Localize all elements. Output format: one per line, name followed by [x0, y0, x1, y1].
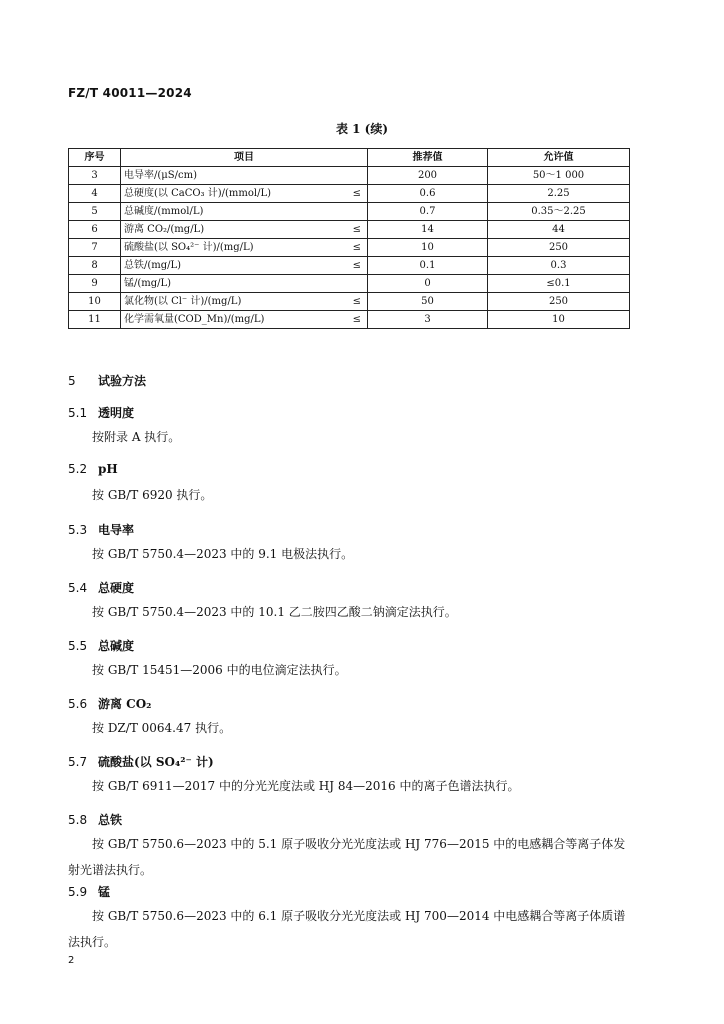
section-heading — [68, 579, 134, 596]
section-body: 按 GB/T 15451—2006 中的电位滴定法执行。 — [92, 663, 347, 677]
col-header-item: 项目 — [121, 149, 368, 167]
section-title-text: 试验方法 — [98, 374, 147, 388]
cell-no: 3 — [69, 167, 121, 185]
page-number: 2 — [68, 955, 75, 966]
cell-no: 11 — [69, 311, 121, 329]
section-number: 5.8 — [68, 813, 88, 827]
section-number: 5.7 — [68, 755, 88, 769]
section-number: 5.9 — [68, 885, 88, 899]
cell-allowed: 10 — [488, 311, 630, 329]
cell-no: 8 — [69, 257, 121, 275]
cell-recommended: 10 — [368, 239, 488, 257]
section-body: 按附录 A 执行。 — [92, 430, 181, 444]
cell-item — [121, 293, 368, 311]
standard-code-header: FZ/T 40011—2024 — [68, 86, 192, 100]
table-row — [69, 185, 630, 203]
cell-recommended: 0.7 — [368, 203, 488, 221]
table-row — [69, 203, 630, 221]
cell-item — [121, 311, 368, 329]
section-heading — [68, 637, 134, 654]
cell-allowed: 250 — [488, 239, 630, 257]
section-heading — [68, 883, 110, 900]
cell-recommended: 0.1 — [368, 257, 488, 275]
cell-no: 9 — [69, 275, 121, 293]
comparison-sign: ≤ — [352, 188, 361, 199]
col-header-no: 序号 — [69, 149, 121, 167]
cell-no: 6 — [69, 221, 121, 239]
section-title-text: 硫酸盐(以 SO₄²⁻ 计) — [98, 755, 214, 769]
section-title-text: 总硬度 — [98, 581, 135, 595]
item-label: 游离 CO₂/(mg/L) — [124, 224, 205, 235]
cell-item — [121, 221, 368, 239]
item-label: 硫酸盐(以 SO₄²⁻ 计)/(mg/L) — [124, 242, 254, 253]
section-body: 按 DZ/T 0064.47 执行。 — [92, 721, 232, 735]
section-title-text: pH — [98, 462, 118, 476]
section-title-text: 透明度 — [98, 406, 135, 420]
item-label: 总铁/(mg/L) — [124, 260, 182, 271]
cell-recommended: 200 — [368, 167, 488, 185]
table-row — [69, 239, 630, 257]
comparison-sign: ≤ — [352, 224, 361, 235]
section-number: 5 — [68, 374, 76, 388]
cell-allowed: 0.3 — [488, 257, 630, 275]
table-row — [69, 275, 630, 293]
col-header-recommended: 推荐值 — [368, 149, 488, 167]
cell-item — [121, 185, 368, 203]
section-title-text: 总碱度 — [98, 639, 135, 653]
item-label: 总硬度(以 CaCO₃ 计)/(mmol/L) — [124, 188, 271, 199]
cell-no: 4 — [69, 185, 121, 203]
comparison-sign: ≤ — [352, 242, 361, 253]
cell-no: 10 — [69, 293, 121, 311]
table-row — [69, 167, 630, 185]
section-heading — [68, 811, 122, 828]
section-heading — [68, 462, 118, 476]
section-heading — [68, 695, 151, 712]
section-body: 按 GB/T 5750.4—2023 中的 10.1 乙二胺四乙酸二钠滴定法执行。 — [92, 605, 457, 619]
item-label: 化学需氧量(COD_Mn)/(mg/L) — [124, 314, 265, 325]
water-quality-table — [68, 148, 630, 329]
section-body: 按 GB/T 5750.6—2023 中的 6.1 原子吸收分光光度法或 HJ 700—2014 中电感耦合等离子体质谱法执行。 — [68, 909, 626, 949]
comparison-sign: ≤ — [352, 296, 361, 307]
cell-allowed: ≤0.1 — [488, 275, 630, 293]
table-title: 表 1 (续) — [335, 122, 389, 136]
table-row — [69, 311, 630, 329]
cell-item — [121, 275, 368, 293]
comparison-sign: ≤ — [352, 260, 361, 271]
cell-allowed: 0.35～2.25 — [488, 203, 630, 221]
item-label: 电导率/(μS/cm) — [124, 170, 197, 181]
cell-allowed: 50～1 000 — [488, 167, 630, 185]
section-number: 5.1 — [68, 406, 88, 420]
cell-no: 7 — [69, 239, 121, 257]
cell-item — [121, 257, 368, 275]
section-number: 5.3 — [68, 523, 88, 537]
table-header-row — [69, 149, 630, 167]
section-title-text: 锰 — [98, 885, 111, 899]
cell-no: 5 — [69, 203, 121, 221]
cell-item — [121, 203, 368, 221]
section-title-text: 游离 CO₂ — [98, 697, 152, 711]
cell-recommended: 14 — [368, 221, 488, 239]
cell-item — [121, 167, 368, 185]
cell-recommended: 3 — [368, 311, 488, 329]
section-body: 按 GB/T 6911—2017 中的分光光度法或 HJ 84—2016 中的离子色谱法执行。 — [92, 779, 520, 793]
section-title-text: 总铁 — [98, 813, 123, 827]
section-heading — [68, 521, 134, 538]
section-body: 按 GB/T 5750.6—2023 中的 5.1 原子吸收分光光度法或 HJ 776—2015 中的电感耦合等离子体发射光谱法执行。 — [68, 837, 626, 877]
section-number: 5.6 — [68, 697, 88, 711]
item-label: 锰/(mg/L) — [124, 278, 172, 289]
section-number: 5.4 — [68, 581, 88, 595]
section-heading — [68, 404, 134, 421]
section-heading — [68, 372, 146, 389]
cell-recommended: 0 — [368, 275, 488, 293]
item-label: 氯化物(以 Cl⁻ 计)/(mg/L) — [124, 296, 242, 307]
section-heading — [68, 753, 214, 770]
cell-allowed: 250 — [488, 293, 630, 311]
section-number: 5.5 — [68, 639, 88, 653]
table-row — [69, 257, 630, 275]
table-row — [69, 221, 630, 239]
section-body: 按 GB/T 6920 执行。 — [92, 488, 213, 502]
col-header-allowed: 允许值 — [488, 149, 630, 167]
cell-item — [121, 239, 368, 257]
table-row — [69, 293, 630, 311]
section-body: 按 GB/T 5750.4—2023 中的 9.1 电极法执行。 — [92, 547, 354, 561]
cell-recommended: 50 — [368, 293, 488, 311]
item-label: 总碱度/(mmol/L) — [124, 206, 204, 217]
cell-allowed: 2.25 — [488, 185, 630, 203]
cell-recommended: 0.6 — [368, 185, 488, 203]
cell-allowed: 44 — [488, 221, 630, 239]
comparison-sign: ≤ — [352, 314, 361, 325]
section-title-text: 电导率 — [98, 523, 135, 537]
section-number: 5.2 — [68, 462, 88, 476]
